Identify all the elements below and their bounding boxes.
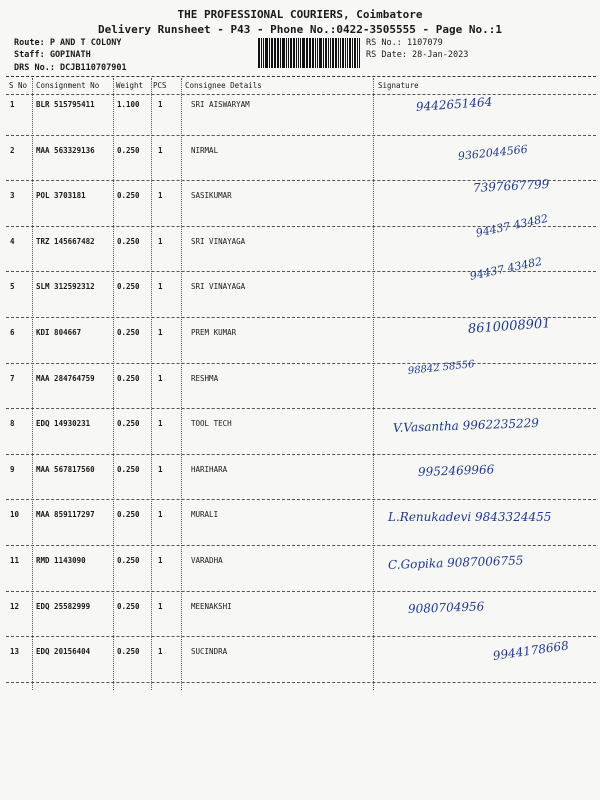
row-consignment-no: SLM 312592312 — [36, 282, 95, 292]
col-divider — [151, 78, 152, 690]
header-rule-bottom — [6, 94, 596, 95]
row-pcs: 1 — [158, 556, 163, 565]
row-signature: 9952469966 — [417, 462, 495, 479]
row-consignee: RESHMA — [191, 373, 219, 383]
rs-date: RS Date: 28-Jan-2023 — [366, 50, 469, 60]
row-signature: V.Vasantha 9962235229 — [392, 416, 540, 436]
col-divider — [373, 78, 374, 690]
company-title: THE PROFESSIONAL COURIERS, Coimbatore — [177, 8, 423, 21]
row-signature: C.Gopika 9087006755 — [387, 553, 524, 572]
rs-number: RS No.: 1107079 — [366, 38, 443, 48]
row-sno: 1 — [10, 100, 15, 109]
row-pcs: 1 — [158, 236, 163, 246]
col-header-pcs: PCS — [153, 81, 167, 90]
row-weight: 0.250 — [117, 419, 140, 429]
row-sno: 13 — [10, 647, 20, 657]
row-consignment-no: EDQ 20156404 — [36, 647, 91, 657]
route-label: Route: P AND T COLONY — [14, 38, 122, 48]
row-signature: 9080704956 — [407, 598, 485, 616]
row-consignee: PREM KUMAR — [191, 328, 237, 337]
row-divider — [6, 363, 596, 364]
row-consignment-no: MAA 859117297 — [36, 510, 95, 520]
row-consignment-no: POL 3703181 — [36, 191, 86, 201]
row-signature: L.Renukadevi 9843324455 — [388, 510, 552, 525]
row-divider — [6, 682, 596, 683]
row-weight: 1.100 — [117, 100, 140, 109]
row-pcs: 1 — [158, 373, 163, 383]
row-pcs: 1 — [158, 464, 163, 474]
row-consignment-no: MAA 563329136 — [36, 145, 95, 155]
col-header-weight: Weight — [116, 81, 144, 90]
row-pcs: 1 — [158, 328, 163, 337]
row-consignment-no: MAA 284764759 — [36, 373, 95, 383]
row-weight: 0.250 — [117, 236, 140, 246]
row-consignment-no: TRZ 145667482 — [36, 236, 95, 246]
row-weight: 0.250 — [117, 328, 140, 337]
row-consignment-no: RMD 1143090 — [36, 556, 86, 565]
row-weight: 0.250 — [117, 191, 140, 201]
row-consignment-no: BLR 515795411 — [36, 100, 95, 109]
row-sno: 3 — [10, 191, 15, 201]
drs-number: DRS No.: DCJB110707901 — [14, 63, 127, 73]
row-sno: 7 — [10, 373, 15, 383]
row-consignment-no: EDQ 14930231 — [36, 419, 91, 429]
row-consignee: VARADHA — [191, 556, 223, 565]
row-signature: 9362044566 — [457, 142, 529, 163]
row-consignee: SRI AISWARYAM — [191, 100, 250, 109]
row-signature: 94437 43482 — [468, 255, 544, 284]
row-signature: 9442651464 — [415, 94, 493, 114]
staff-label: Staff: GOPINATH — [14, 50, 91, 60]
row-signature: 98842 58556 — [407, 358, 476, 377]
row-divider — [6, 135, 596, 136]
row-pcs: 1 — [158, 510, 163, 520]
col-header-sno: S No — [9, 81, 28, 90]
row-sno: 9 — [10, 464, 15, 474]
row-consignment-no: MAA 567817560 — [36, 464, 95, 474]
col-header-consignment: Consignment No — [36, 81, 100, 90]
row-pcs: 1 — [158, 145, 163, 155]
row-sno: 2 — [10, 145, 15, 155]
row-weight: 0.250 — [117, 373, 140, 383]
row-weight: 0.250 — [117, 145, 140, 155]
row-consignee: NIRMAL — [191, 145, 219, 155]
row-weight: 0.250 — [117, 464, 140, 474]
row-consignee: SUCINDRA — [191, 647, 228, 657]
row-sno: 11 — [10, 556, 20, 565]
row-sno: 12 — [10, 601, 20, 611]
row-divider — [6, 408, 596, 409]
row-consignee: SASIKUMAR — [191, 191, 232, 201]
row-weight: 0.250 — [117, 601, 140, 611]
row-pcs: 1 — [158, 282, 163, 292]
row-consignment-no: KDI 804667 — [36, 328, 82, 337]
row-pcs: 1 — [158, 191, 163, 201]
row-weight: 0.250 — [117, 556, 140, 565]
row-divider — [6, 591, 596, 592]
row-divider — [6, 454, 596, 455]
row-pcs: 1 — [158, 647, 163, 657]
col-divider — [113, 78, 114, 690]
row-consignee: MURALI — [191, 510, 219, 520]
row-pcs: 1 — [158, 100, 163, 109]
row-sno: 8 — [10, 419, 15, 429]
row-weight: 0.250 — [117, 510, 140, 520]
row-pcs: 1 — [158, 419, 163, 429]
row-signature: 8610008901 — [467, 316, 552, 337]
row-divider — [6, 636, 596, 637]
row-consignment-no: EDQ 25582999 — [36, 601, 91, 611]
row-sno: 4 — [10, 236, 15, 246]
col-header-signature: Signature — [378, 81, 419, 90]
col-header-consignee: Consignee Details — [185, 81, 262, 90]
row-weight: 0.250 — [117, 647, 140, 657]
row-signature: 9944178668 — [492, 638, 570, 664]
row-consignee: HARIHARA — [191, 464, 228, 474]
row-signature: 7397667799 — [472, 177, 550, 196]
row-consignee: MEENAKSHI — [191, 601, 232, 611]
barcode-image — [258, 38, 360, 68]
row-consignee: SRI VINAYAGA — [191, 236, 246, 246]
header-rule-top — [6, 76, 596, 77]
row-sno: 6 — [10, 328, 15, 337]
runsheet-subtitle: Delivery Runsheet - P43 - Phone No.:0422-3505555 - Page No.:1 — [98, 23, 502, 36]
row-divider — [6, 499, 596, 500]
row-consignee: TOOL TECH — [191, 419, 232, 429]
row-divider — [6, 317, 596, 318]
col-divider — [181, 78, 182, 690]
row-signature: 94437 43482 — [474, 211, 550, 240]
row-sno: 10 — [10, 510, 20, 520]
row-divider — [6, 545, 596, 546]
row-weight: 0.250 — [117, 282, 140, 292]
row-pcs: 1 — [158, 601, 163, 611]
row-consignee: SRI VINAYAGA — [191, 282, 246, 292]
col-divider — [32, 78, 33, 690]
row-sno: 5 — [10, 282, 15, 292]
